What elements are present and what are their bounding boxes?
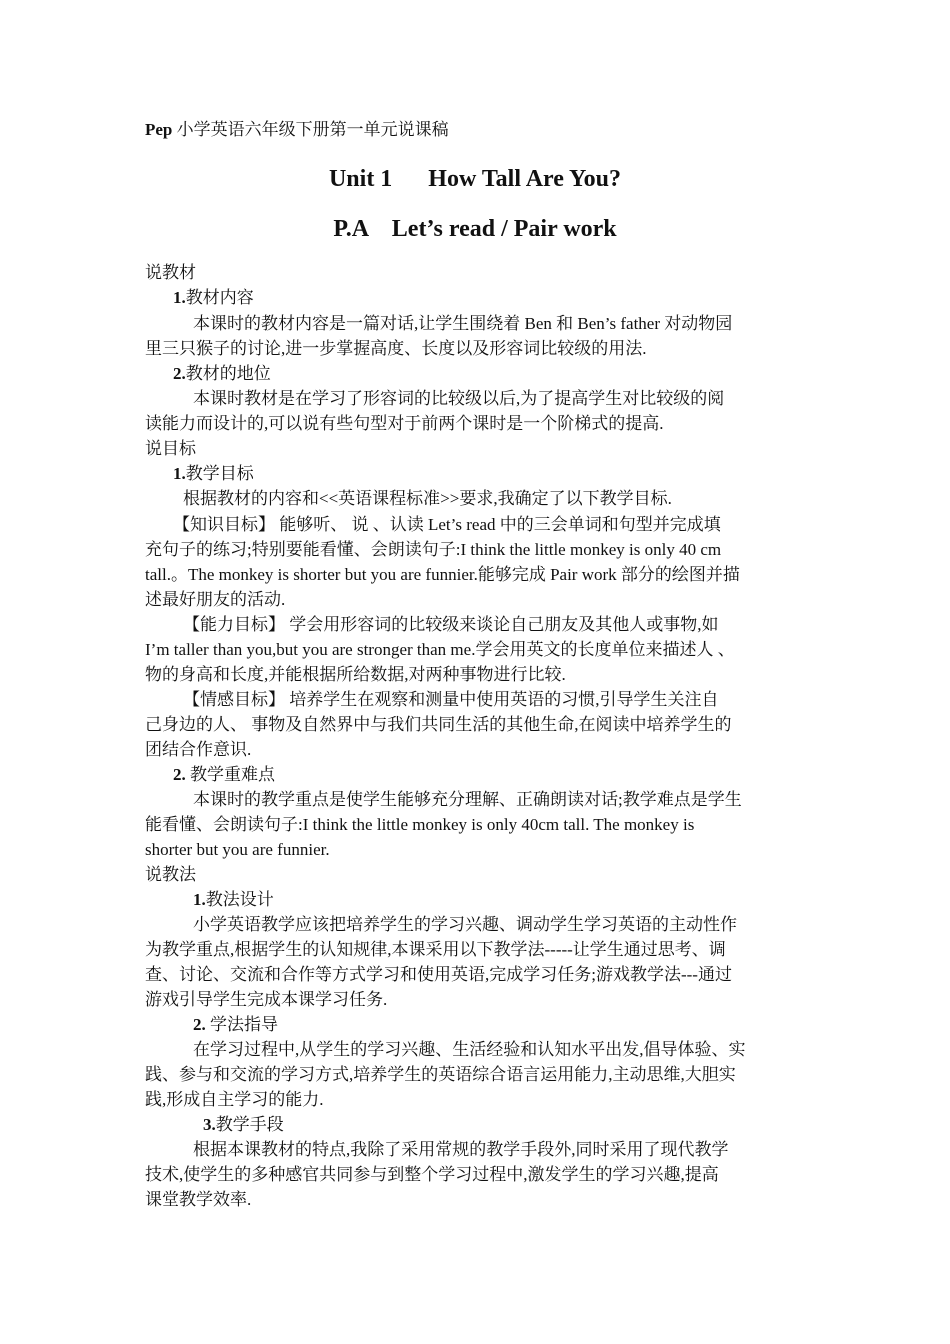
unit-title: Unit 1 How Tall Are You?	[328, 166, 622, 192]
paragraph-line: 践、参与和交流的学习方式,培养学生的英语综合语言运用能力,主动思维,大胆实	[145, 1065, 736, 1084]
paragraph-line: 【情感目标】 培养学生在观察和测量中使用英语的习惯,引导学生关注自	[183, 690, 719, 709]
header-rest: 小学英语六年级下册第一单元说课稿	[172, 120, 449, 139]
paragraph-line: I’m taller than you,but you are stronger than me.学会用英文的长度单位来描述人 、	[145, 640, 735, 659]
paragraph-line: 物的身高和长度,并能根据所给数据,对两种事物进行比较.	[145, 665, 566, 684]
subheading-number: 1.	[173, 464, 186, 483]
paragraph-line: 充句子的练习;特别要能看懂、会朗读句子:I think the little monkey is only 40 cm	[145, 540, 722, 559]
paragraph-line: 本课时教材是在学习了形容词的比较级以后,为了提高学生对比较级的阅	[193, 389, 725, 408]
paragraph-line: 技术,使学生的多种感官共同参与到整个学习过程中,激发学生的学习兴趣,提高	[145, 1165, 719, 1184]
paragraph-line: tall.。The monkey is shorter but you are funnier.能够完成 Pair work 部分的绘图并描	[145, 565, 740, 584]
heading-objectives: 说目标	[145, 439, 196, 458]
paragraph-line: 团结合作意识.	[145, 740, 252, 759]
heading-textbook: 说教材	[145, 263, 196, 282]
subheading-text: 教学手段	[215, 1115, 284, 1134]
subheading-text: 教学重难点	[185, 765, 275, 784]
paragraph-line: 根据教材的内容和<<英语课程标准>>要求,我确定了以下教学目标.	[183, 489, 672, 508]
subheading	[173, 286, 254, 310]
header-bold: Pep	[145, 120, 173, 139]
subheading	[173, 462, 254, 486]
paragraph-line: 读能力而设计的,可以说有些句型对于前两个课时是一个阶梯式的提高.	[145, 414, 664, 433]
paragraph-line: 里三只猴子的讨论,进一步掌握高度、长度以及形容词比较级的用法.	[145, 339, 647, 358]
paragraph-line: 在学习过程中,从学生的学习兴趣、生活经验和认知水平出发,倡导体验、实	[193, 1040, 746, 1059]
subheading-number: 2.	[173, 364, 186, 383]
subheading	[193, 1013, 278, 1037]
paragraph-line: 践,形成自主学习的能力.	[145, 1090, 324, 1109]
paragraph-line: 己身边的人、 事物及自然界中与我们共同生活的其他生命,在阅读中培养学生的	[145, 715, 732, 734]
subheading-text: 教学目标	[185, 464, 254, 483]
heading-methods: 说教法	[145, 865, 196, 884]
paragraph-line: 能看懂、会朗读句子:I think the little monkey is only 40cm tall. The monkey is	[145, 815, 695, 834]
paragraph-line: 根据本课教材的特点,我除了采用常规的教学手段外,同时采用了现代教学	[193, 1140, 729, 1159]
paragraph-line: 【能力目标】 学会用形容词的比较级来谈论自己朋友及其他人或事物,如	[183, 615, 719, 634]
subheading	[173, 362, 271, 386]
subheading-text: 学法指导	[205, 1015, 278, 1034]
doc-header	[145, 118, 449, 142]
subheading	[203, 1113, 284, 1137]
paragraph-line: 【知识目标】 能够听、 说 、认读 Let’s read 中的三会单词和句型并完成填	[173, 515, 721, 534]
subheading-text: 教材内容	[185, 288, 254, 307]
subheading-text: 教材的地位	[185, 364, 271, 383]
subheading-number: 2.	[173, 765, 186, 784]
paragraph-line: 本课时的教学重点是使学生能够充分理解、正确朗读对话;教学难点是学生	[193, 790, 742, 809]
subheading-number: 1.	[173, 288, 186, 307]
paragraph-line: 课堂教学效率.	[145, 1190, 252, 1209]
paragraph-line: 为教学重点,根据学生的认知规律,本课采用以下教学法-----让学生通过思考、调	[145, 940, 726, 959]
subheading-number: 2.	[193, 1015, 206, 1034]
paragraph-line: 查、讨论、交流和合作等方式学习和使用英语,完成学习任务;游戏教学法---通过	[145, 965, 732, 984]
subheading	[193, 888, 274, 912]
subheading-text: 教法设计	[205, 890, 274, 909]
subheading-number: 3.	[203, 1115, 216, 1134]
paragraph-line: shorter but you are funnier.	[145, 840, 330, 859]
subheading	[173, 763, 275, 787]
paragraph-line: 本课时的教材内容是一篇对话,让学生围绕着 Ben 和 Ben’s father 对动物园	[193, 314, 733, 333]
subheading-number: 1.	[193, 890, 206, 909]
paragraph-line: 述最好朋友的活动.	[145, 590, 286, 609]
paragraph-line: 小学英语教学应该把培养学生的学习兴趣、调动学生学习英语的主动性作	[193, 915, 737, 934]
paragraph-line: 游戏引导学生完成本课学习任务.	[145, 990, 388, 1009]
section-title: P.A Let’s read / Pair work	[333, 216, 617, 242]
